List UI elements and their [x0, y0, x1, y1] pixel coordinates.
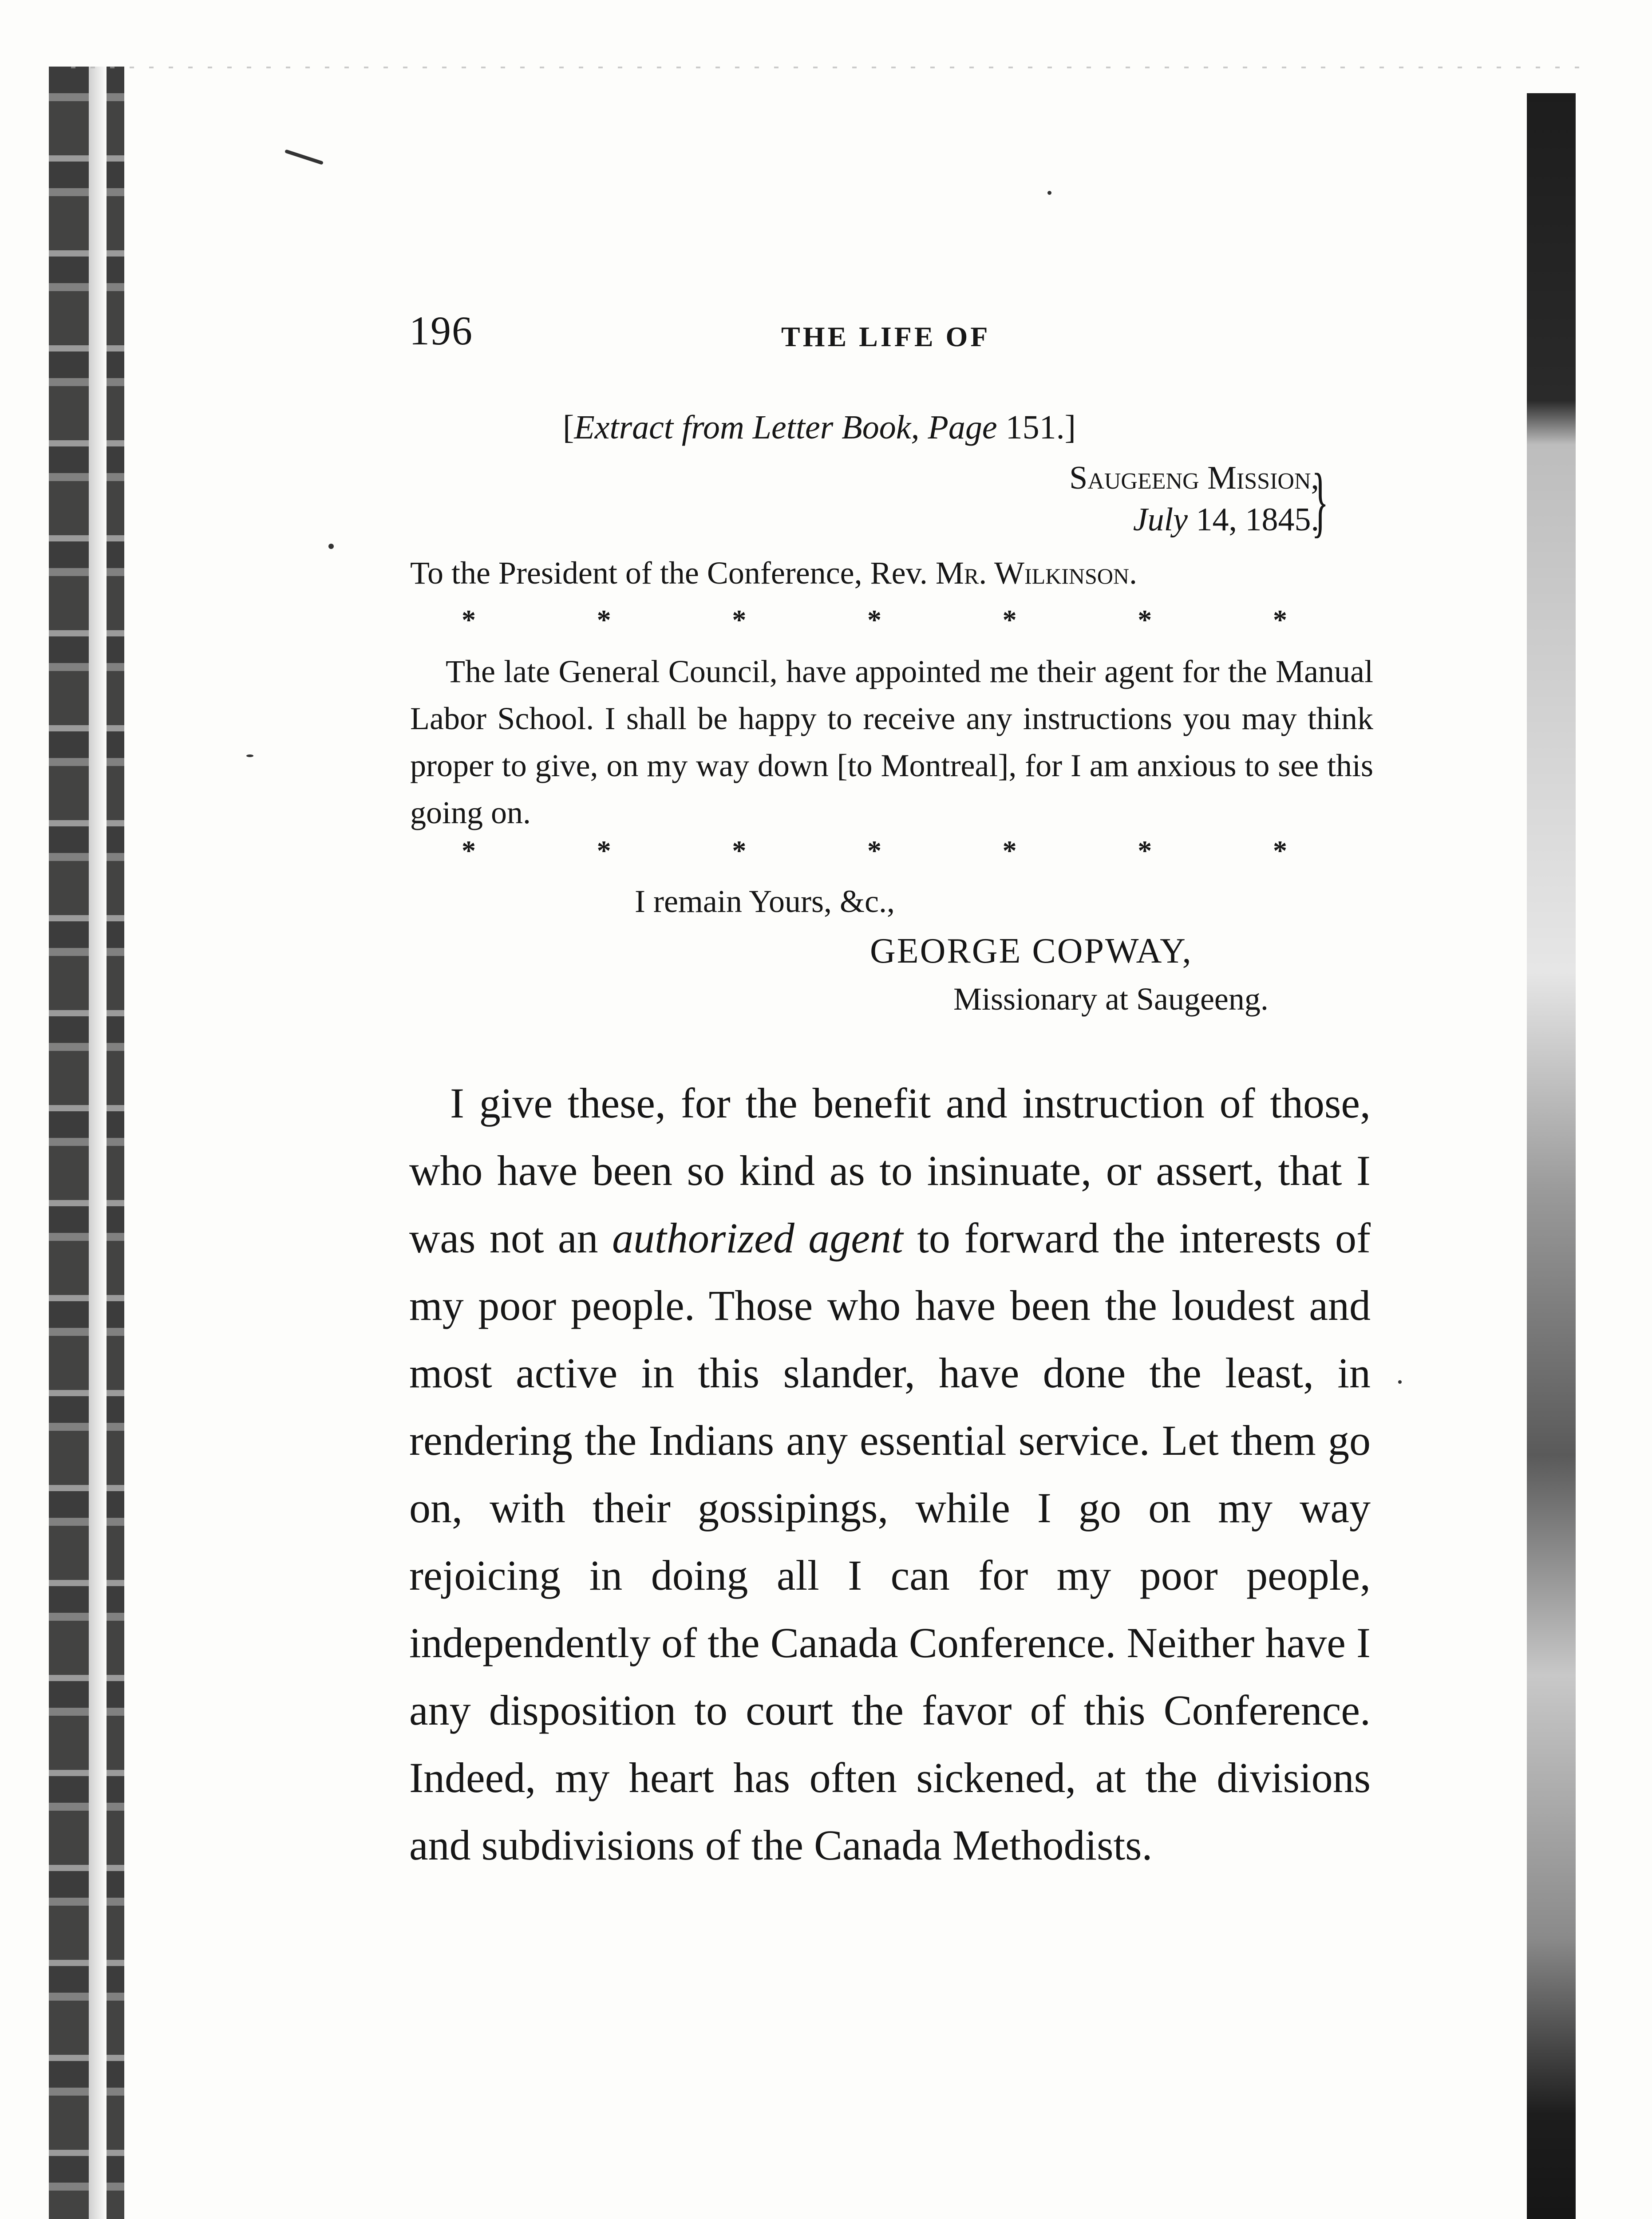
star: * — [1002, 604, 1017, 636]
extract-open-bracket: [ — [563, 409, 574, 446]
running-head: THE LIFE OF — [781, 321, 991, 352]
letter-body: The late General Council, have appointed me their agent for the Manual Labor School. I shall be happy to receive any instructions you may think proper to give, on my way down [to Montreal], for I am anxious to see this going on. — [410, 654, 1373, 830]
scan-edge-right — [1527, 93, 1576, 2219]
star: * — [462, 604, 476, 636]
letter-date-month: July — [1133, 501, 1188, 538]
extract-source: Extract from Letter Book, Page — [574, 409, 997, 446]
star: * — [1138, 835, 1152, 866]
extract-reference — [563, 408, 1076, 447]
speck — [285, 149, 324, 165]
letter-signature: GEORGE COPWAY, — [870, 932, 1193, 971]
speck — [328, 544, 334, 549]
extract-page-ref: 151.] — [997, 409, 1076, 446]
dateline — [1069, 457, 1319, 541]
letter-date — [1069, 499, 1319, 541]
star: * — [732, 604, 747, 636]
scan-edge-left-shadow — [89, 67, 107, 2219]
addressee — [410, 555, 1137, 592]
star: * — [1138, 604, 1152, 636]
star: * — [867, 835, 881, 866]
star: * — [732, 835, 747, 866]
mission-name: Saugeeng Mission, — [1069, 460, 1319, 496]
star: * — [597, 835, 611, 866]
addressee-prefix: To the President of the Conference, Rev. — [410, 555, 936, 591]
star: * — [462, 835, 476, 866]
star: * — [1273, 604, 1287, 636]
speck — [246, 754, 253, 757]
page-number: 196 — [409, 308, 473, 353]
speck — [1047, 191, 1051, 195]
ellipsis-stars-bottom — [462, 834, 1287, 867]
main-text-part-2: to forward the interests of my poor people. Those who have been the loudest and most active in this slander, have done the least, in rendering the Indians any essential service. Let them go on, with their gossipings, while I go on my way rejoicing in doing all I can for my poor people, independently of the Canada Conference. Neither have I any disposition to court the favor of this Conference. Indeed, my heart has often sickened, at the divisions and subdivisions of the Canada Methodists. — [409, 1214, 1371, 1869]
signature-title: Missionary at Saugeeng. — [953, 981, 1269, 1017]
letter-closing: I remain Yours, &c., — [635, 884, 895, 919]
star: * — [867, 604, 881, 636]
star: * — [597, 604, 611, 636]
dateline-brace: } — [1312, 457, 1329, 545]
star: * — [1002, 835, 1017, 866]
speck — [1398, 1380, 1402, 1384]
ellipsis-stars-top — [462, 604, 1287, 636]
letter-date-rest: 14, 1845. — [1188, 501, 1319, 538]
scan-edge-left — [49, 67, 124, 2219]
main-text-emphasis: authorized agent — [612, 1214, 903, 1262]
addressee-name: Mr. Wilkinson. — [935, 555, 1138, 591]
scan-edge-top — [71, 67, 1580, 68]
main-text-part-1: I give these, for the benefit and instruction of those, who have been so kind as to insinuate, or assert, that I was not an — [409, 1079, 1371, 1262]
star: * — [1273, 835, 1287, 866]
main-paragraph — [409, 1070, 1371, 1879]
